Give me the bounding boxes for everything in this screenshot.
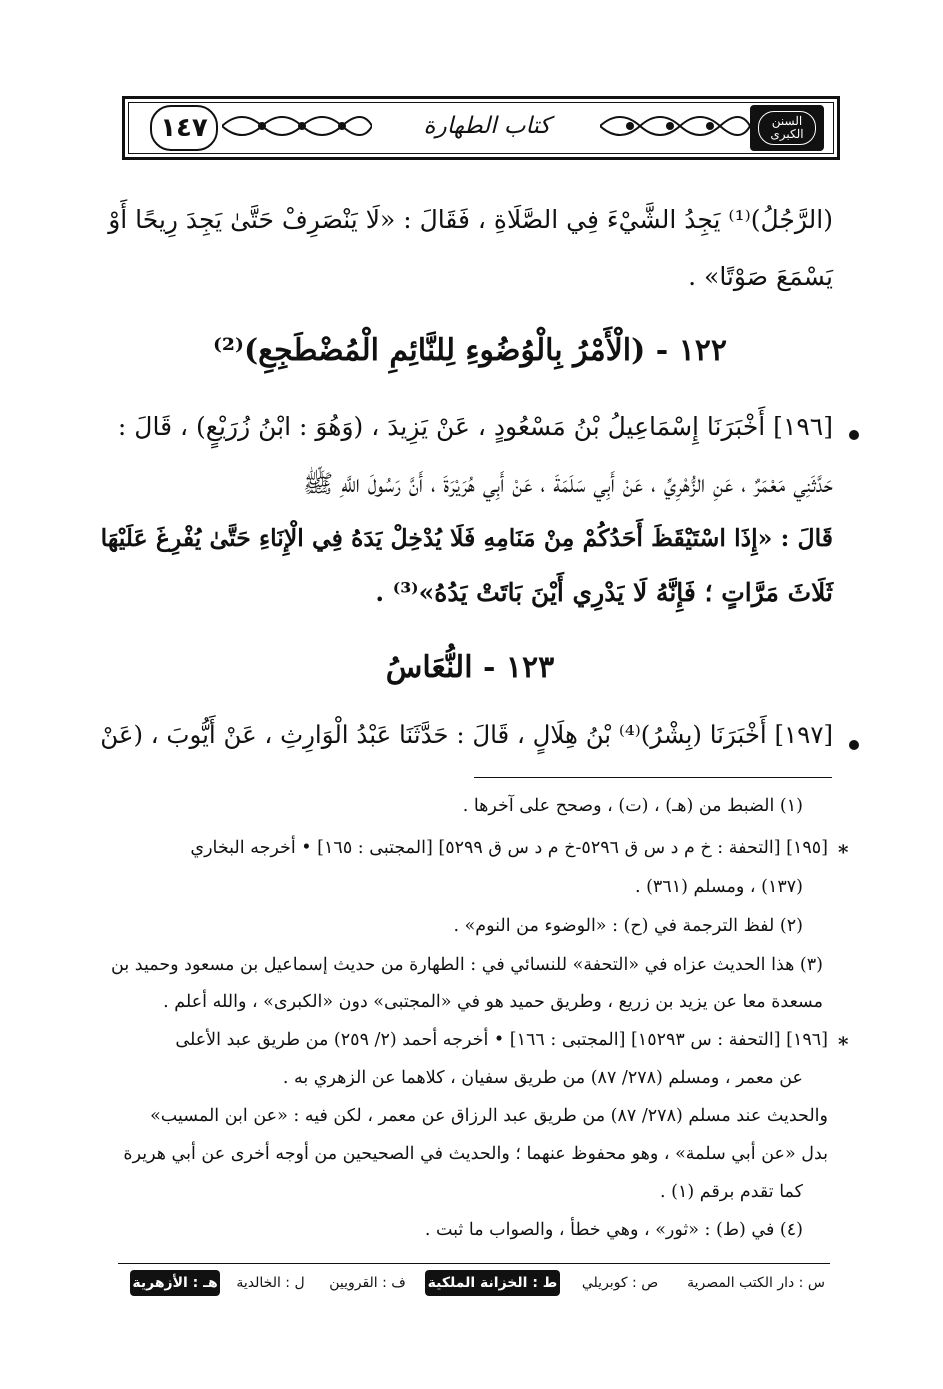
publisher-logo [750, 105, 824, 151]
footnote: والحديث عند مسلم (٢٧٨/ ٨٧) من طريق عبد الرزاق عن معمر ، لكن فيه : «عن ابن المسيب» [150, 1106, 828, 1126]
legend-item: س : دار الكتب المصرية [687, 1275, 825, 1291]
body-line: يَسْمَعَ صَوْتًا» . [688, 262, 833, 291]
chapter-heading: ١٢٢ - (الْأَمْرُ بِالْوُضُوءِ لِلنَّائِمِ الْمُضْطَجِعِ)⁽²⁾ [212, 333, 728, 368]
body-line: (الرَّجُلُ)⁽¹⁾ يَجِدُ الشَّيْءَ فِي الصَّلَاةِ ، فَقَالَ : «لَا يَنْصَرِفْ حَتَّىٰ يَجِدَ رِيحًا أَوْ [108, 205, 833, 234]
bullet-icon [849, 430, 859, 440]
hadith-line: حَدَّثَنِي مَعْمَرٌ ، عَنِ الزُّهْرِيِّ ، عَنْ أَبِي سَلَمَةَ ، عَنْ أَبِي هُرَيْرَةَ ، أَنَّ رَسُولَ اللَّهِ ﷺ [303, 469, 833, 498]
book-title: كتاب الطهارة [423, 113, 551, 139]
footnote: بدل «عن أبي سلمة» ، وهو محفوظ عنهما ؛ والحديث في الصحيحين من أوجه أخرى عن أبي هريرة [123, 1144, 828, 1164]
footnote: (٢) لفظ الترجمة في (ح) : «الوضوء من النوم» . [453, 916, 803, 936]
chapter-heading: ١٢٣ - النُّعَاسُ [385, 650, 555, 685]
legend-item: ف : القرويين [329, 1275, 406, 1291]
ornament-icon [600, 106, 750, 146]
logo-text: السنن الكبرى [770, 114, 804, 141]
footnote: [١٩٦] [التحفة : س ١٥٢٩٣] [المجتبى : ١٦٦] • أخرجه أحمد (٢/ ٢٥٩) من طريق عبد الأعلى [175, 1030, 828, 1050]
legend-item-highlighted: ط : الخزانة الملكية [425, 1270, 560, 1296]
hadith-line: قَالَ : «إِذَا اسْتَيْقَظَ أَحَدُكُمْ مِنْ مَنَامِهِ فَلَا يُدْخِلْ يَدَهُ فِي الْإِنَاءِ حَتَّىٰ يُفْرِغَ عَلَيْهَا [100, 524, 833, 552]
footnote: (١) الضبط من (هـ) ، (ت) ، وصحح على آخرها . [462, 796, 803, 816]
hadith-line: [١٩٦] أَخْبَرَنَا إِسْمَاعِيلُ بْنُ مَسْعُودٍ ، عَنْ يَزِيدَ ، (وَهُوَ : ابْنُ زُرَيْعٍ) ، قَالَ : [117, 412, 833, 441]
star-marker: * [838, 1032, 849, 1056]
ornament-icon [222, 106, 372, 146]
legend-item-highlighted: هـ : الأزهرية [130, 1270, 220, 1296]
footnote-separator [474, 777, 832, 778]
hadith-line: ثَلَاثَ مَرَّاتٍ ؛ فَإِنَّهُ لَا يَدْرِي أَيْنَ بَاتَتْ يَدُهُ»⁽³⁾ . [375, 578, 833, 607]
footnote: (٣) هذا الحديث عزاه في «التحفة» للنسائي في : الطهارة من حديث إسماعيل بن مسعود وحميد بن [111, 955, 823, 975]
footnote: (١٣٧) ، ومسلم (٣٦١) . [634, 877, 803, 897]
page-header [122, 96, 840, 160]
hadith-line: [١٩٧] أَخْبَرَنَا (بِشْرُ)⁽⁴⁾ بْنُ هِلَالٍ ، قَالَ : حَدَّثَنَا عَبْدُ الْوَارِثِ ، عَنْ أَيُّوبَ ، (عَنْ [100, 720, 833, 749]
page-number-badge [150, 105, 218, 151]
legend-separator [118, 1263, 830, 1264]
page-number: ١٤٧ [160, 113, 208, 143]
legend-item: ل : الخالدية [236, 1275, 305, 1291]
footnote: كما تقدم برقم (١) . [660, 1182, 803, 1202]
footnote: عن معمر ، ومسلم (٢٧٨/ ٨٧) من طريق سفيان ، كلاهما عن الزهري به . [282, 1068, 803, 1088]
footnote: [١٩٥] [التحفة : خ م د س ق ٥٢٩٦-خ م د س ق ٥٢٩٩] [المجتبى : ١٦٥] • أخرجه البخاري [190, 838, 828, 858]
bullet-icon [849, 740, 859, 750]
footnote: مسعدة معا عن يزيد بن زريع ، وطريق حميد هو في «المجتبى» دون «الكبرى» ، والله أعلم . [163, 992, 823, 1012]
legend-item: ص : كوبريلي [581, 1275, 659, 1291]
star-marker: * [838, 840, 849, 864]
footnote: (٤) في (ط) : «ثور» ، وهي خطأ ، والصواب ما ثبت . [424, 1220, 803, 1240]
